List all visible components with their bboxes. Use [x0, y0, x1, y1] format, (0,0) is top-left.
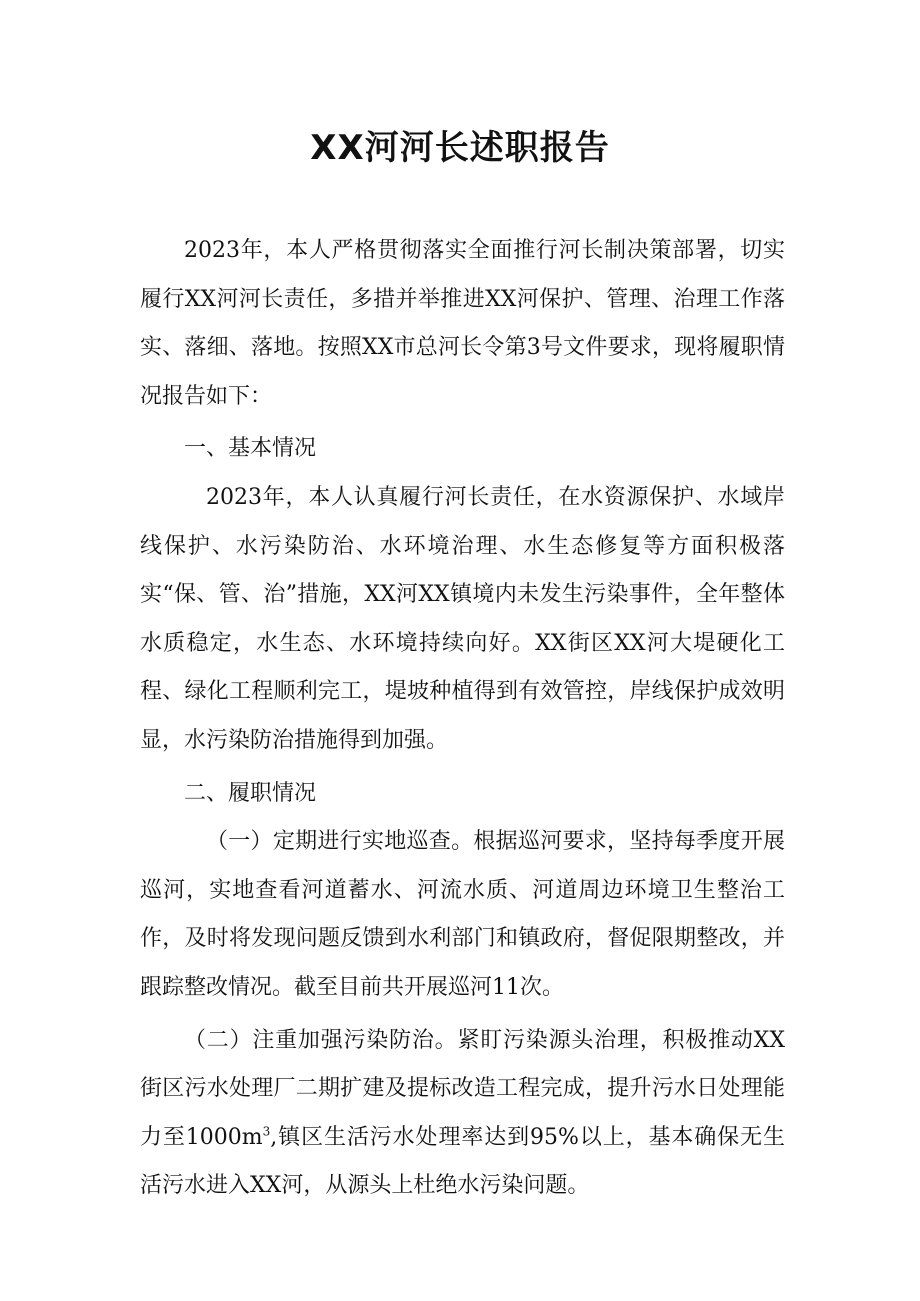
section-heading-basic: 一、基本情况 — [184, 436, 317, 462]
document-title: XX河河长述职报告 — [310, 128, 610, 168]
duty-item-inspection: （一）定期进行实地巡查。根据巡河要求，坚持每季度开展巡河，实地查看河道蓄水、河流水质、河道周边环境卫生整治工作，及时将发现问题反馈到水利部门和镇政府，督促限期整改，并跟踪整改情况。截至目前共开展巡河11次。 — [140, 829, 785, 1000]
section-heading-duties: 二、履职情况 — [184, 780, 317, 806]
section-basic-paragraph: 2023年，本人认真履行河长责任，在水资源保护、水域岸线保护、水污染防治、水环境治理、水生态修复等方面积极落实“保、管、治”措施，XX河XX镇境内未发生污染事件，全年整体水质稳定，水生态、水环境持续向好。XX街区XX河大堤硬化工程、绿化工程顺利完工，堤坡种植得到有效管控，岸线保护成效明显，水污染防治措施得到加强。 — [140, 484, 785, 753]
document-body — [140, 227, 785, 1211]
duty-item-pollution — [140, 1017, 785, 1211]
intro-paragraph: 2023年，本人严格贯彻落实全面推行河长制决策部署，切实履行XX河河长责任，多措并举推进XX河保护、管理、治理工作落实、落细、落地。按照XX市总河长令第3号文件要求，现将履职情况报告如下： — [140, 238, 785, 409]
duty-item-pollution-part1: （二）注重加强污染防治。紧盯污染源头治理，积极推动XX街区污水处理厂二期扩建及提标改造工程完成，提升污水日处理能力至1000m — [140, 1027, 785, 1150]
duty-item-pollution-part2: ,镇区生活污水处理率达到95%以上，基本确保无生活污水进入XX河，从源头上杜绝水污染问题。 — [140, 1124, 785, 1199]
cubic-superscript: 3 — [262, 1124, 271, 1139]
